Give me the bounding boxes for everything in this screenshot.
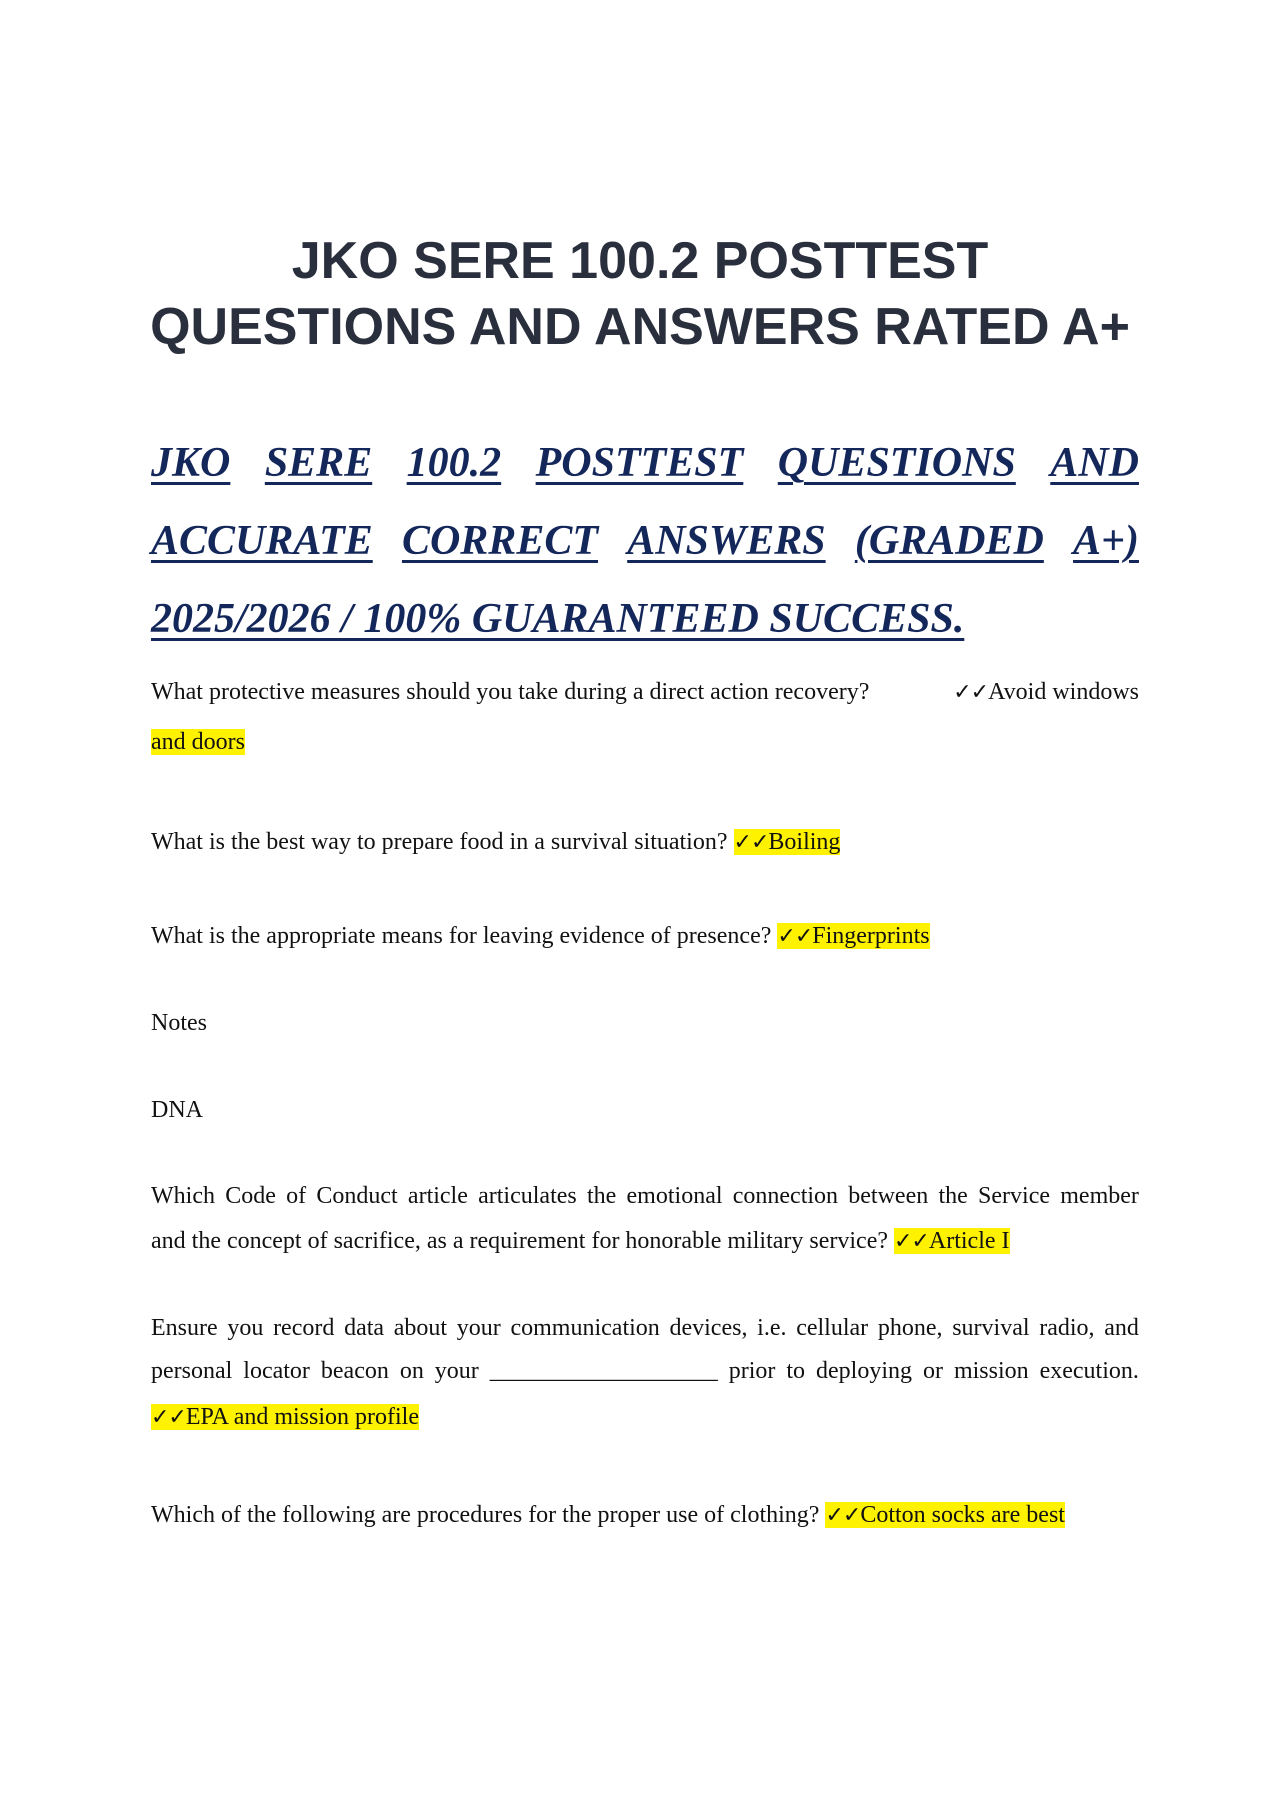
answer-text: ✓✓Boiling xyxy=(733,829,841,855)
qa-item-4-line-1 xyxy=(151,1181,1139,1211)
question-word: deploying xyxy=(816,1358,912,1384)
question-word: or xyxy=(922,1358,943,1384)
question-word: phone, xyxy=(877,1315,943,1341)
qa-item-4-line-2 xyxy=(151,1226,1139,1257)
question-word: radio, xyxy=(1039,1315,1095,1341)
qa-item-6 xyxy=(151,1500,1139,1531)
question-word: mission xyxy=(953,1358,1029,1384)
subtitle-word: (GRADED xyxy=(854,518,1044,564)
question-word: Service xyxy=(978,1183,1051,1209)
check-icon: ✓✓ xyxy=(733,830,769,855)
question-word: your xyxy=(434,1358,479,1384)
subtitle-word: AND xyxy=(1050,440,1139,486)
question-word: you xyxy=(227,1315,264,1341)
subtitle-line-2 xyxy=(151,516,1139,566)
question-word: the xyxy=(586,1183,617,1209)
check-icon: ✓✓ xyxy=(151,1405,186,1430)
plain-text: DNA xyxy=(151,1097,203,1123)
qa-item-1-line-2 xyxy=(151,727,1139,757)
question-word: execution. xyxy=(1039,1358,1139,1384)
subtitle-word: SERE xyxy=(264,440,373,486)
question-word: on xyxy=(399,1358,424,1384)
answer-text: ✓✓EPA and mission profile xyxy=(151,1404,419,1430)
qa-item-2 xyxy=(151,827,1139,858)
question-word: i.e. xyxy=(757,1315,787,1341)
subtitle-line-3-text: 2025/2026 / 100% GUARANTEED SUCCESS. xyxy=(151,596,965,642)
subtitle-word: A+) xyxy=(1073,518,1139,564)
subtitle-word: JKO xyxy=(151,440,231,486)
question-word: communication xyxy=(510,1315,660,1341)
question-word: between xyxy=(848,1183,929,1209)
question-word: Conduct xyxy=(316,1183,398,1209)
question-word: survival xyxy=(952,1315,1030,1341)
qa-item-5-line-3 xyxy=(151,1402,1139,1433)
question-text: What is the best way to prepare food in a survival situation? xyxy=(151,829,728,855)
title-line-2: QUESTIONS AND ANSWERS RATED A+ xyxy=(150,298,1130,356)
question-word: devices, xyxy=(669,1315,748,1341)
fill-in-blank: ___________________ xyxy=(489,1358,718,1384)
question-word: data xyxy=(344,1315,385,1341)
question-text: What protective measures should you take during a direct action recovery? xyxy=(151,679,870,705)
qa-item-1-line-1 xyxy=(151,677,1139,708)
check-icon: ✓✓ xyxy=(825,1503,861,1528)
question-word: article xyxy=(407,1183,468,1209)
question-word: personal xyxy=(151,1358,233,1384)
subtitle-word: POSTTEST xyxy=(535,440,744,486)
subtitle-line-1 xyxy=(151,438,1139,488)
question-word: emotional xyxy=(626,1183,723,1209)
subtitle-line-3 xyxy=(151,594,1139,644)
subtitle-word: 100.2 xyxy=(406,440,502,486)
question-word: member xyxy=(1060,1183,1139,1209)
question-word: of xyxy=(286,1183,307,1209)
dna-line xyxy=(151,1095,1139,1125)
subtitle-word: ANSWERS xyxy=(627,518,826,564)
question-word: connection xyxy=(732,1183,839,1209)
question-word: to xyxy=(786,1358,806,1384)
question-word: articulates xyxy=(478,1183,577,1209)
notes-line xyxy=(151,1008,1139,1038)
subtitle-word: ACCURATE xyxy=(151,518,373,564)
answer-text: ✓✓Cotton socks are best xyxy=(825,1502,1065,1528)
subtitle-word: QUESTIONS xyxy=(777,440,1016,486)
title-line-1: JKO SERE 100.2 POSTTEST xyxy=(291,232,989,290)
question-word: Code xyxy=(225,1183,276,1209)
question-text: What is the appropriate means for leaving evidence of presence? xyxy=(151,923,772,949)
question-word: Ensure xyxy=(151,1315,218,1341)
qa-item-5-line-1 xyxy=(151,1313,1139,1343)
answer-text: and doors xyxy=(151,729,245,755)
answer-text: ✓✓Avoid windows xyxy=(953,677,1139,708)
qa-item-5-line-2 xyxy=(151,1356,1139,1386)
question-text: and the concept of sacrifice, as a requirement for honorable military service? xyxy=(151,1228,888,1254)
answer-text: ✓✓Article I xyxy=(894,1228,1010,1254)
question-word: prior xyxy=(728,1358,776,1384)
subtitle-word: CORRECT xyxy=(401,518,599,564)
question-word: and xyxy=(1104,1315,1139,1341)
question-word: beacon xyxy=(320,1358,389,1384)
question-word: record xyxy=(273,1315,335,1341)
check-icon: ✓✓ xyxy=(777,924,813,949)
question-word: cellular xyxy=(796,1315,869,1341)
qa-item-3 xyxy=(151,921,1139,952)
document-title xyxy=(0,228,1280,360)
question-word: about xyxy=(393,1315,448,1341)
question-text: Which of the following are procedures for the proper use of clothing? xyxy=(151,1502,820,1528)
answer-text: ✓✓Fingerprints xyxy=(777,923,930,949)
question-word: your xyxy=(456,1315,501,1341)
check-icon: ✓✓ xyxy=(894,1229,929,1254)
question-word: locator xyxy=(243,1358,310,1384)
question-word: Which xyxy=(151,1183,215,1209)
plain-text: Notes xyxy=(151,1010,207,1036)
question-word: the xyxy=(938,1183,968,1209)
check-icon: ✓✓ xyxy=(953,680,989,705)
